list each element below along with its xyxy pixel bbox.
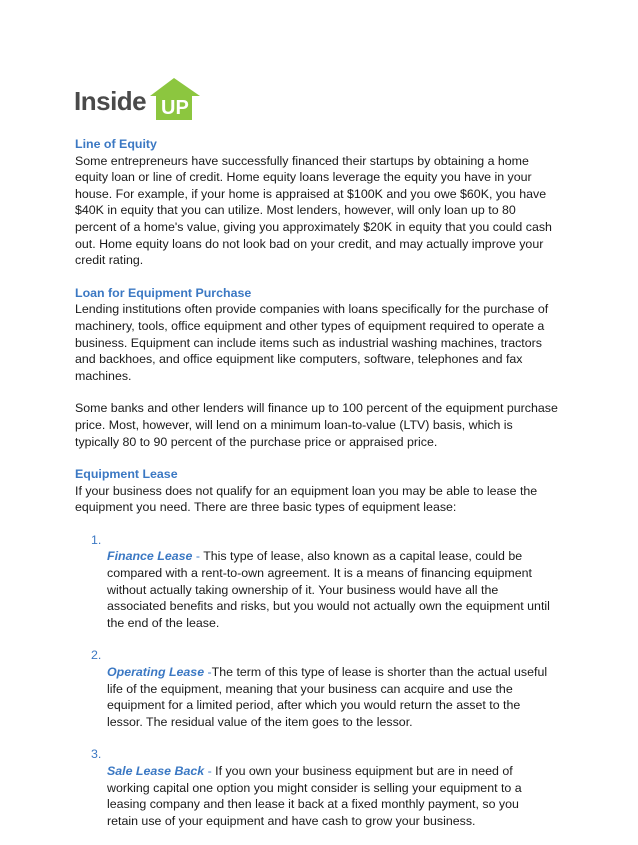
heading-equipment-purchase: Loan for Equipment Purchase	[75, 285, 252, 300]
paragraph-equipment-lease: If your business does not qualify for an equipment loan you may be able to lease the equipment you need. There are three basic types of equipment lease:	[75, 483, 538, 515]
paragraph-line-of-equity: Some entrepreneurs have successfully financed their startups by obtaining a home equity loan or line of credit. Home equity loans leverage the equity you have in your house. For example, if your home is appraised at $100K and you owe $60K, you have $40K in equity that you can utilize. Most lenders, however, will only loan up to 80 percent of a home's value, giving you approximately $20K in equity that you could cash out. Home equity loans do not look bad on your credit, and may actually improve your credit rating.	[75, 153, 552, 268]
list-item-text: If you own your business equipment but are in need of working capital one option you might consider is selling your equipment to a leasing company and then lease it back at a fixed monthly payment, so you retain use of your equipment and have cash to grow your business.	[107, 764, 522, 828]
list-item	[75, 647, 565, 730]
logo-up-text: UP	[161, 97, 189, 119]
list-item	[75, 746, 565, 829]
paragraph-equipment-financing: Some banks and other lenders will finance up to 100 percent of the equipment purchase price. Most, however, will lend on a minimum loan-to-value (LTV) basis, which is typically 80 to 90 percent of the purchase price or appraised price.	[75, 401, 558, 449]
list-item-number: 3.	[91, 747, 102, 762]
list-item-text: The term of this type of lease is shorter than the actual useful life of the equipment, meaning that your business can acquire and use the equipment for a limited period, after which you would return the asset to the lessor. The residual value of the item goes to the lessor.	[107, 665, 548, 729]
list-item-separator: -	[204, 764, 212, 778]
insideup-logo	[74, 76, 204, 124]
heading-line-of-equity: Line of Equity	[75, 137, 157, 151]
list-item-term: Operating Lease	[107, 665, 205, 680]
document-body	[75, 136, 565, 845]
list-item	[75, 532, 565, 632]
list-item-number: 2.	[91, 648, 102, 663]
list-item-text: This type of lease, also known as a capital lease, could be compared with a rent-to-own agreement. It is a means of financing equipment without actually taking ownership of it. Your business would have all the associated benefits and risks, but you would not actually own the equipment until the end of the lease.	[107, 549, 550, 630]
insideup-logo-icon	[144, 76, 204, 124]
paragraph-equipment-purchase: Lending institutions often provide companies with loans specifically for the purchase of machinery, tools, office equipment and other types of equipment required to operate a business. Equipment can include items such as industrial washing machines, tractors and backhoes, and office equipment like computers, software, telephones and fax machines.	[75, 302, 549, 383]
list-item-separator: -	[204, 665, 212, 680]
lease-types-list	[75, 532, 565, 830]
logo-wordmark: Inside	[74, 86, 147, 116]
list-item-number: 1.	[91, 532, 102, 547]
list-item-separator: -	[192, 549, 200, 564]
heading-equipment-lease: Equipment Lease	[75, 467, 178, 482]
list-item-term: Finance Lease	[107, 549, 193, 564]
list-item-term: Sale Lease Back	[107, 764, 205, 778]
